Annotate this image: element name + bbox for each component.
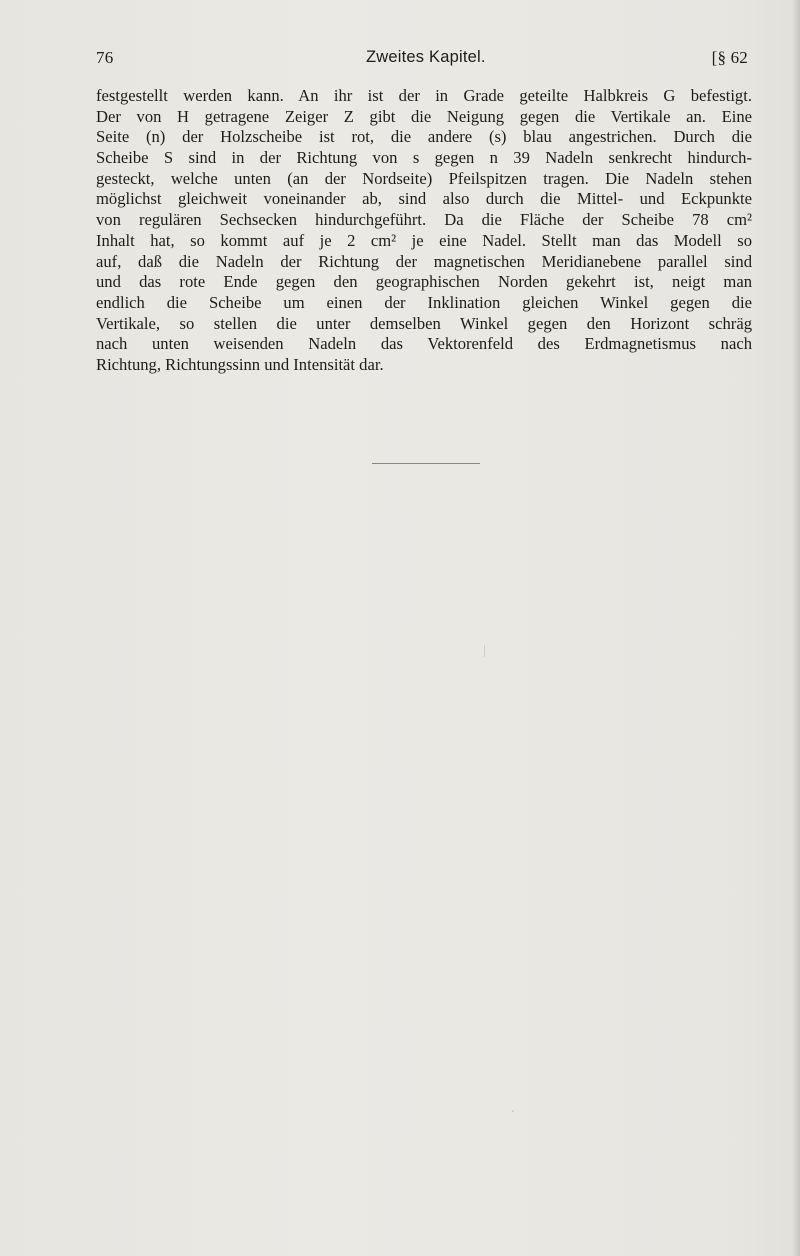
text-line: Der von H getragene Zeiger Z gibt die Neigung gegen die Vertikale an. Eine (96, 106, 752, 126)
text-line: Vertikale, so stellen die unter demselben Winkel gegen den Horizont schräg (96, 313, 752, 333)
text-line: Seite (n) der Holzscheibe ist rot, die andere (s) blau angestrichen. Durch die (96, 127, 752, 147)
text-line: festgestellt werden kann. An ihr ist der in Grade geteilte Halbkreis G befestigt. (96, 86, 752, 105)
paper-blemish (512, 1110, 514, 1112)
running-head (96, 48, 748, 74)
text-line: Richtung, Richtungssinn und Intensität dar. (96, 354, 384, 374)
text-line: nach unten weisenden Nadeln das Vektorenfeld des Erdmagnetismus nach (96, 334, 752, 354)
text-line: Inhalt hat, so kommt auf je 2 cm² je eine Nadel. Stellt man das Modell so (96, 230, 752, 250)
chapter-title: Zweites Kapitel. (366, 48, 486, 66)
text-line: gesteckt, welche unten (an der Nordseite) Pfeilspitzen tragen. Die Nadeln stehen (96, 168, 752, 188)
body-paragraph (96, 86, 752, 376)
paper-blemish (484, 645, 485, 657)
text-line: möglichst gleichweit voneinander ab, sind also durch die Mittel- und Eckpunkte (96, 189, 752, 209)
text-line: endlich die Scheibe um einen der Inklination gleichen Winkel gegen die (96, 292, 752, 312)
section-reference: [§ 62 (711, 48, 748, 67)
text-line: auf, daß die Nadeln der Richtung der magnetischen Meridianebene parallel sind (96, 251, 752, 271)
text-line: und das rote Ende gegen den geographischen Norden gekehrt ist, neigt man (96, 272, 752, 292)
page-edge-shadow (792, 0, 800, 1256)
section-separator-rule (372, 463, 480, 464)
text-line: von regulären Sechsecken hindurchgeführt. Da die Fläche der Scheibe 78 cm² (96, 210, 752, 230)
page-number: 76 (96, 48, 114, 67)
text-line: Scheibe S sind in der Richtung von s gegen n 39 Nadeln senkrecht hindurch- (96, 148, 752, 168)
